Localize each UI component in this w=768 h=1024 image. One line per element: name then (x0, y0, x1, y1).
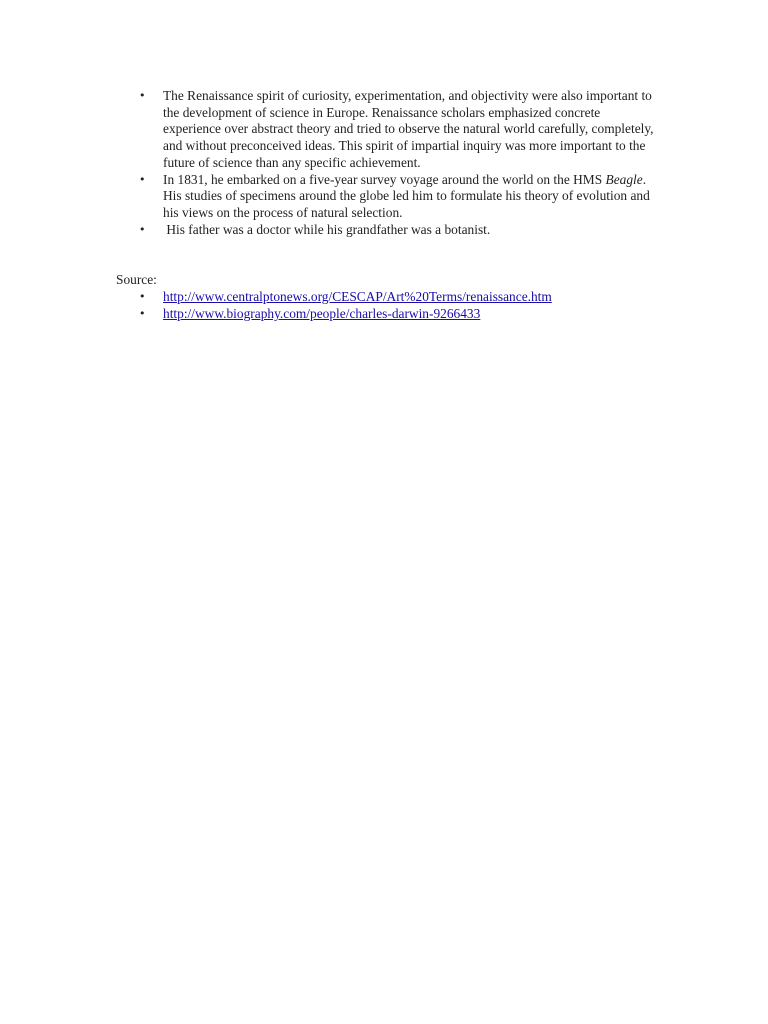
source-link-biography[interactable]: http://www.biography.com/people/charles-darwin-9266433 (163, 305, 481, 321)
bullet-text: The Renaissance spirit of curiosity, experimentation, and objectivity were also important to the development of science in Europe. Renaissance scholars emphasized concrete experience over abstract theory and tried to observe the natural world carefully, completely, and without preconceived ideas. This spirit of impartial inquiry was more important to the future of science than any specific achievement. (163, 88, 654, 170)
source-link-list (139, 289, 699, 322)
source-label: Source: (116, 272, 157, 287)
bullet-icon: • (139, 222, 146, 236)
bullet-text: His father was a doctor while his grandfather was a botanist. (163, 221, 491, 237)
source-link-centralptonews[interactable]: http://www.centralptonews.org/CESCAP/Art%20Terms/renaissance.htm (163, 289, 552, 304)
bullet-item-family (139, 222, 659, 239)
bullet-icon: • (139, 89, 146, 102)
bullet-item-beagle (139, 172, 659, 222)
bullet-text-before: In 1831, he embarked on a five-year survey voyage around the world on the HMS (163, 171, 606, 187)
bullet-icon: • (139, 172, 146, 186)
source-item (139, 306, 699, 323)
bullet-icon: • (139, 306, 146, 320)
bullet-item-renaissance (139, 88, 659, 172)
bullet-text-after: . His studies of specimens around the globe led him to formulate his theory of evolution and his views on the process of natural selection. (163, 171, 650, 220)
ship-name: Beagle (605, 171, 643, 187)
bullet-icon: • (139, 290, 146, 303)
bullet-list (139, 88, 659, 238)
source-item (139, 289, 699, 306)
